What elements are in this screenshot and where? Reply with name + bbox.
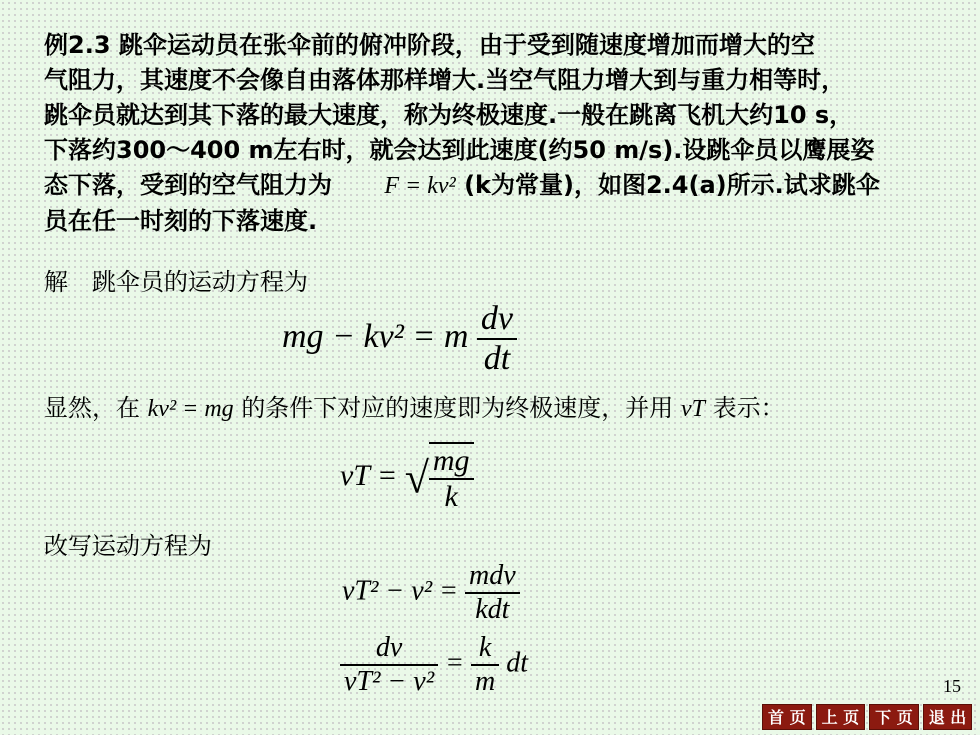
eq2-lhs: vT =	[340, 458, 398, 492]
eq1-fraction	[477, 300, 517, 378]
separated-equation	[340, 632, 528, 698]
first-page-button[interactable]: 首 页	[762, 704, 812, 730]
rewrite-intro: 改写运动方程为	[44, 532, 212, 560]
eq2-fraction	[429, 442, 474, 514]
terminal-velocity-equation	[340, 442, 474, 514]
text2b: 的条件下对应的速度即为终极速度，并用	[241, 394, 674, 422]
problem-line-3: 跳伞员就达到其下落的最大速度，称为终极速度.一般在跳离飞机大约10 s，	[44, 101, 854, 129]
previous-page-button[interactable]: 上 页	[816, 704, 866, 730]
next-page-button[interactable]: 下 页	[869, 704, 919, 730]
condition-math: kv² = mg	[147, 396, 234, 422]
eq2-numerator: mg	[432, 444, 470, 477]
problem-line-5b: (k为常量)，如图2.4(a)所示.试求跳伞	[464, 171, 880, 199]
problem-line-2: 气阻力，其速度不会像自由落体那样增大.当空气阻力增大到与重力相等时，	[44, 66, 846, 94]
navigation-bar	[762, 704, 972, 730]
problem-line-6: 员在任一时刻的下落速度.	[44, 207, 318, 235]
eq3-fraction	[465, 560, 520, 626]
vt-symbol: vT	[680, 396, 705, 422]
page-number: 15	[943, 676, 961, 696]
problem-line-5	[44, 168, 944, 204]
sqrt-icon: √	[404, 453, 429, 503]
eq3-lhs: vT² − v² =	[342, 575, 459, 607]
rewritten-equation	[342, 560, 520, 626]
problem-line-4: 下落约300～400 m左右时，就会达到此速度(约50 m/s).设跳伞员以鹰展姿	[44, 136, 875, 164]
text2c: 表示：	[712, 394, 785, 422]
eq4-equals: =	[445, 647, 465, 679]
eq4-right-fraction	[471, 632, 499, 698]
eq4-dt: dt	[506, 647, 529, 679]
eq4-denominator: vT² − v²	[340, 664, 438, 698]
eq2-denominator: k	[429, 478, 474, 514]
eq3-numerator: mdv	[469, 560, 516, 591]
problem-line-5a: 态下落，受到的空气阻力为	[44, 171, 332, 199]
eq1-numerator: dv	[480, 300, 513, 337]
eq4-right-numerator: k	[478, 632, 492, 663]
problem-statement	[44, 28, 944, 239]
eq4-numerator: dv	[375, 632, 403, 663]
exit-button[interactable]: 退 出	[923, 704, 973, 730]
eq1-lhs: mg − kv² = m	[282, 317, 469, 355]
eq1-denominator: dt	[477, 338, 517, 378]
text2a: 显然，在	[44, 394, 140, 422]
air-resistance-formula: F = kv²	[384, 173, 456, 199]
eq4-right-denominator: m	[471, 664, 499, 698]
eq4-left-fraction	[340, 632, 438, 698]
terminal-condition-line	[44, 388, 785, 423]
equation-of-motion	[282, 300, 517, 378]
solution-intro: 解 跳伞员的运动方程为	[44, 268, 308, 296]
problem-line-1: 例2.3 跳伞运动员在张伞前的俯冲阶段，由于受到随速度增加而增大的空	[44, 31, 815, 59]
eq3-denominator: kdt	[465, 592, 520, 626]
